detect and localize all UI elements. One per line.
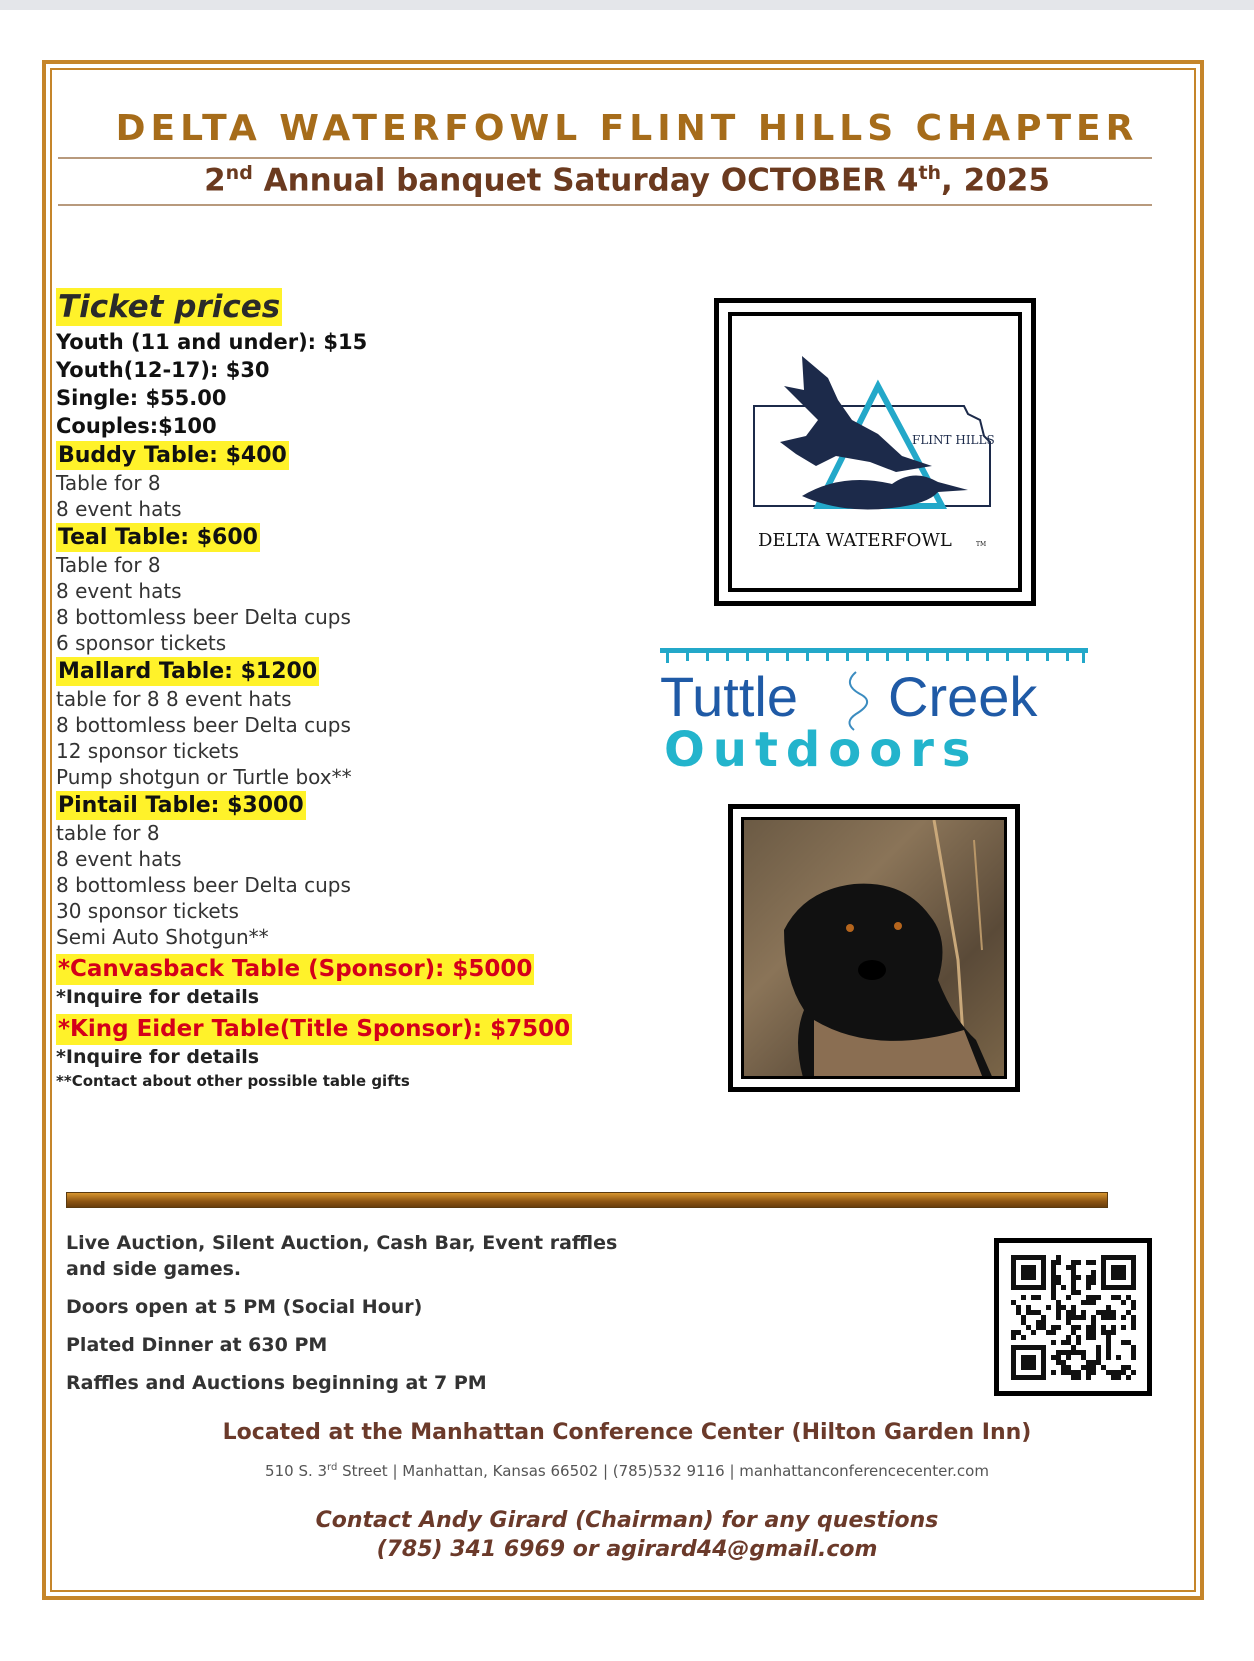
buddy-table-label: Buddy Table: $400 xyxy=(58,443,287,468)
venue-location: Located at the Manhattan Conference Center (Hilton Garden Inn) xyxy=(222,1420,1032,1445)
bridge-deck-icon xyxy=(660,648,1088,653)
contact-info xyxy=(60,1506,1194,1564)
event-activities-line1: Live Auction, Silent Auction, Cash Bar, Event raffles xyxy=(66,1232,618,1254)
list-item: 8 bottomless beer Delta cups xyxy=(56,873,351,897)
canvasback-table-label: *Canvasback Table (Sponsor): $5000 xyxy=(56,954,534,985)
canvasback-inquire: *Inquire for details xyxy=(56,986,260,1008)
labrador-photo xyxy=(728,804,1020,1092)
outdoors-text: Outdoors xyxy=(664,722,979,774)
raffles-auctions: Raffles and Auctions beginning at 7 PM xyxy=(66,1372,487,1394)
king-eider-inquire: *Inquire for details xyxy=(56,1046,260,1068)
tuttle-text: Tuttle xyxy=(660,665,798,728)
ticket-prices-heading: Ticket prices xyxy=(58,289,281,325)
list-item: Semi Auto Shotgun** xyxy=(56,925,269,949)
list-item: table for 8 8 event hats xyxy=(56,687,292,711)
list-item: 8 bottomless beer Delta cups xyxy=(56,605,351,629)
teal-table-label: Teal Table: $600 xyxy=(58,525,258,550)
price-youth-12-17: Youth(12-17): $30 xyxy=(56,358,270,382)
title-rule-top xyxy=(58,157,1152,159)
list-item: Table for 8 xyxy=(56,553,161,577)
list-item: 6 sponsor tickets xyxy=(56,631,227,655)
list-item: table for 8 xyxy=(56,821,160,845)
tuttle-creek-outdoors-logo xyxy=(656,644,1092,774)
title-rule-bottom xyxy=(58,204,1152,206)
top-bar xyxy=(0,0,1254,10)
list-item: 8 event hats xyxy=(56,847,182,871)
doors-open: Doors open at 5 PM (Social Hour) xyxy=(66,1296,423,1318)
list-item: 8 event hats xyxy=(56,579,182,603)
list-item: 8 bottomless beer Delta cups xyxy=(56,713,351,737)
plated-dinner: Plated Dinner at 630 PM xyxy=(66,1334,328,1356)
venue-address: 510 S. 3rd Street | Manhattan, Kansas 66502 | (785)532 9116 | manhattanconferencecenter.com xyxy=(265,1462,989,1480)
price-youth-11: Youth (11 and under): $15 xyxy=(56,330,368,354)
delta-waterfowl-logo xyxy=(714,298,1036,606)
list-item: 8 event hats xyxy=(56,497,182,521)
banquet-subtitle: 2nd Annual banquet Saturday OCTOBER 4th, 2025 xyxy=(204,162,1050,199)
king-eider-table-label: *King Eider Table(Title Sponsor): $7500 xyxy=(56,1014,572,1045)
list-item: Table for 8 xyxy=(56,471,161,495)
flint-hills-text: FLINT HILLS xyxy=(912,433,995,447)
divider-bar xyxy=(66,1192,1108,1208)
pintail-table-label: Pintail Table: $3000 xyxy=(58,793,304,818)
price-single: Single: $55.00 xyxy=(56,386,227,410)
qr-code[interactable] xyxy=(994,1238,1152,1396)
creek-text: Creek xyxy=(888,665,1038,728)
delta-waterfowl-text: DELTA WATERFOWL xyxy=(758,530,952,551)
bridge-posts-icon xyxy=(666,653,1085,663)
ticket-prices xyxy=(56,288,616,1092)
list-item: 12 sponsor tickets xyxy=(56,739,239,763)
event-details xyxy=(66,1230,626,1396)
event-activities-line2: and side games. xyxy=(66,1258,242,1280)
trademark-text: TM xyxy=(976,541,987,548)
mallard-table-label: Mallard Table: $1200 xyxy=(58,659,318,684)
list-item: 30 sponsor tickets xyxy=(56,899,239,923)
price-couples: Couples:$100 xyxy=(56,414,217,438)
list-item: Pump shotgun or Turtle box** xyxy=(56,765,352,789)
contact-chairman: Contact Andy Girard (Chairman) for any questions xyxy=(315,1508,939,1533)
flying-duck-icon xyxy=(780,356,932,472)
table-gifts-footnote: **Contact about other possible table gifts xyxy=(56,1072,410,1090)
contact-phone-email[interactable]: (785) 341 6969 or agirard44@gmail.com xyxy=(376,1537,878,1562)
chapter-title: DELTA WATERFOWL FLINT HILLS CHAPTER xyxy=(115,108,1139,149)
